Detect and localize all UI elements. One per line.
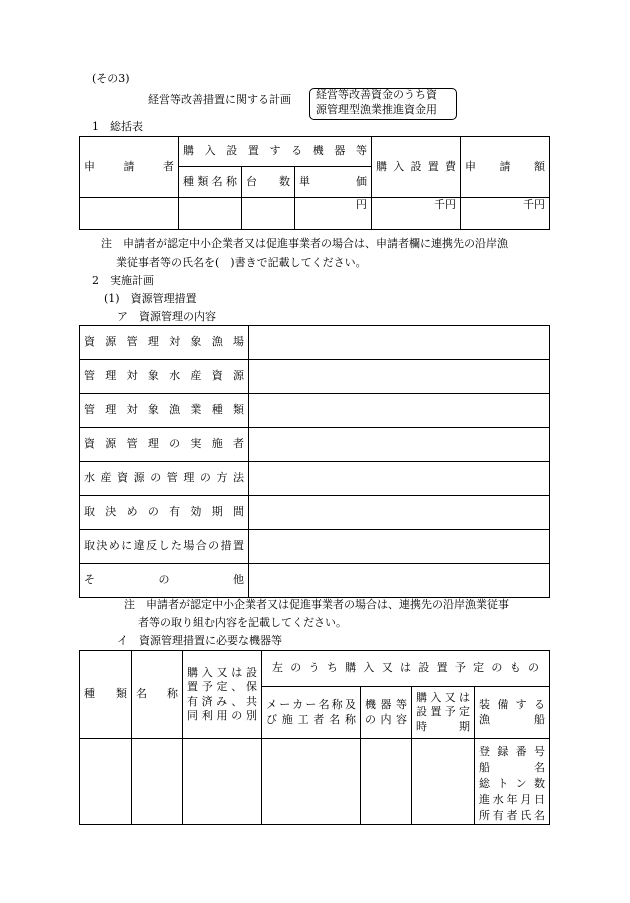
section2-note-line1: 注 申請者が認定中小企業者又は促進事業者の場合は、連携先の沿岸漁業従事 (124, 598, 509, 611)
fund-line-2: 源管理型漁業推進資金用 (316, 103, 437, 116)
amount-cell: 千円 (461, 198, 550, 230)
row-value-4 (249, 462, 550, 496)
row-value-1 (249, 360, 550, 394)
summary-table (79, 136, 550, 230)
maker-header: メーカー名称及 び施工者名称 (262, 687, 361, 739)
plan-title: 経営等改善措置に関する計画 (148, 93, 291, 106)
count-cell (242, 198, 295, 230)
doc-label: (その3) (92, 72, 130, 85)
subsection-a-title: ア 資源管理の内容 (117, 310, 216, 323)
applicant-cell (80, 198, 179, 230)
purchase-status-cell (183, 739, 262, 825)
vessel-cell: 登録番号 船 名 総トン数 進水年月日 所有者氏名 (475, 739, 550, 825)
row-label-4: 水産資源の管理の方法 (80, 462, 249, 496)
vessel-header: 装備する 漁 船 (475, 687, 550, 739)
count-header: 台 数 (242, 167, 295, 198)
unit-price-cell: 円 (295, 198, 372, 230)
row-label-3: 資源管理の実施者 (80, 428, 249, 462)
row-value-3 (249, 428, 550, 462)
name-header: 名 称 (132, 651, 183, 739)
row-value-5 (249, 496, 550, 530)
equipment-table (79, 650, 550, 825)
row-label-1: 管理対象水産資源 (80, 360, 249, 394)
fund-line-1: 経営等改善資金のうち資 (316, 88, 437, 101)
row-value-6 (249, 530, 550, 564)
equipment-header: 購入設置する機器等 (179, 137, 372, 167)
row-value-0 (249, 326, 550, 360)
content-cell (361, 739, 412, 825)
type-cell (80, 739, 132, 825)
cost-header: 購入設置費 (372, 137, 461, 198)
timing-header: 購入又は 設置予定 時 期 (412, 687, 475, 739)
row-label-2: 管理対象漁業種類 (80, 394, 249, 428)
row-label-5: 取決めの有効期間 (80, 496, 249, 530)
purchase-status-header: 購入又は設 置予定、保 有済み、共 同利用の別 (183, 651, 262, 739)
subsection-i-title: イ 資源管理措置に必要な機器等 (117, 634, 282, 647)
section1-note-line2: 業従事者等の氏名を( )書きで記載してください。 (116, 256, 367, 269)
section1-title: 1 総括表 (92, 120, 143, 133)
type-header: 種 類 (80, 651, 132, 739)
type-name-header: 種類名称 (179, 167, 242, 198)
unit-price-header: 単 価 (295, 167, 372, 198)
subsection-1-title: (1) 資源管理措置 (104, 292, 197, 305)
section1-note-line1: 注 申請者が認定中小企業者又は促進事業者の場合は、申請者欄に連携先の沿岸漁 (101, 237, 508, 250)
cost-cell: 千円 (372, 198, 461, 230)
type-name-cell (179, 198, 242, 230)
content-header: 機器等 の内容 (361, 687, 412, 739)
resource-management-table (79, 325, 550, 598)
row-label-6: 取決めに違反した場合の措置 (80, 530, 249, 564)
planned-header: 左のうち購入又は設置予定のもの (262, 651, 550, 687)
row-value-2 (249, 394, 550, 428)
timing-cell (412, 739, 475, 825)
section2-title: 2 実施計画 (92, 274, 154, 287)
amount-header: 申 請 額 (461, 137, 550, 198)
row-label-0: 資源管理対象漁場 (80, 326, 249, 360)
row-value-7 (249, 564, 550, 598)
name-cell (132, 739, 183, 825)
row-label-7: そ の 他 (80, 564, 249, 598)
section2-note-line2: 者等の取り組む内容を記載してください。 (138, 616, 347, 629)
applicant-header: 申 請 者 (80, 137, 179, 198)
maker-cell (262, 739, 361, 825)
